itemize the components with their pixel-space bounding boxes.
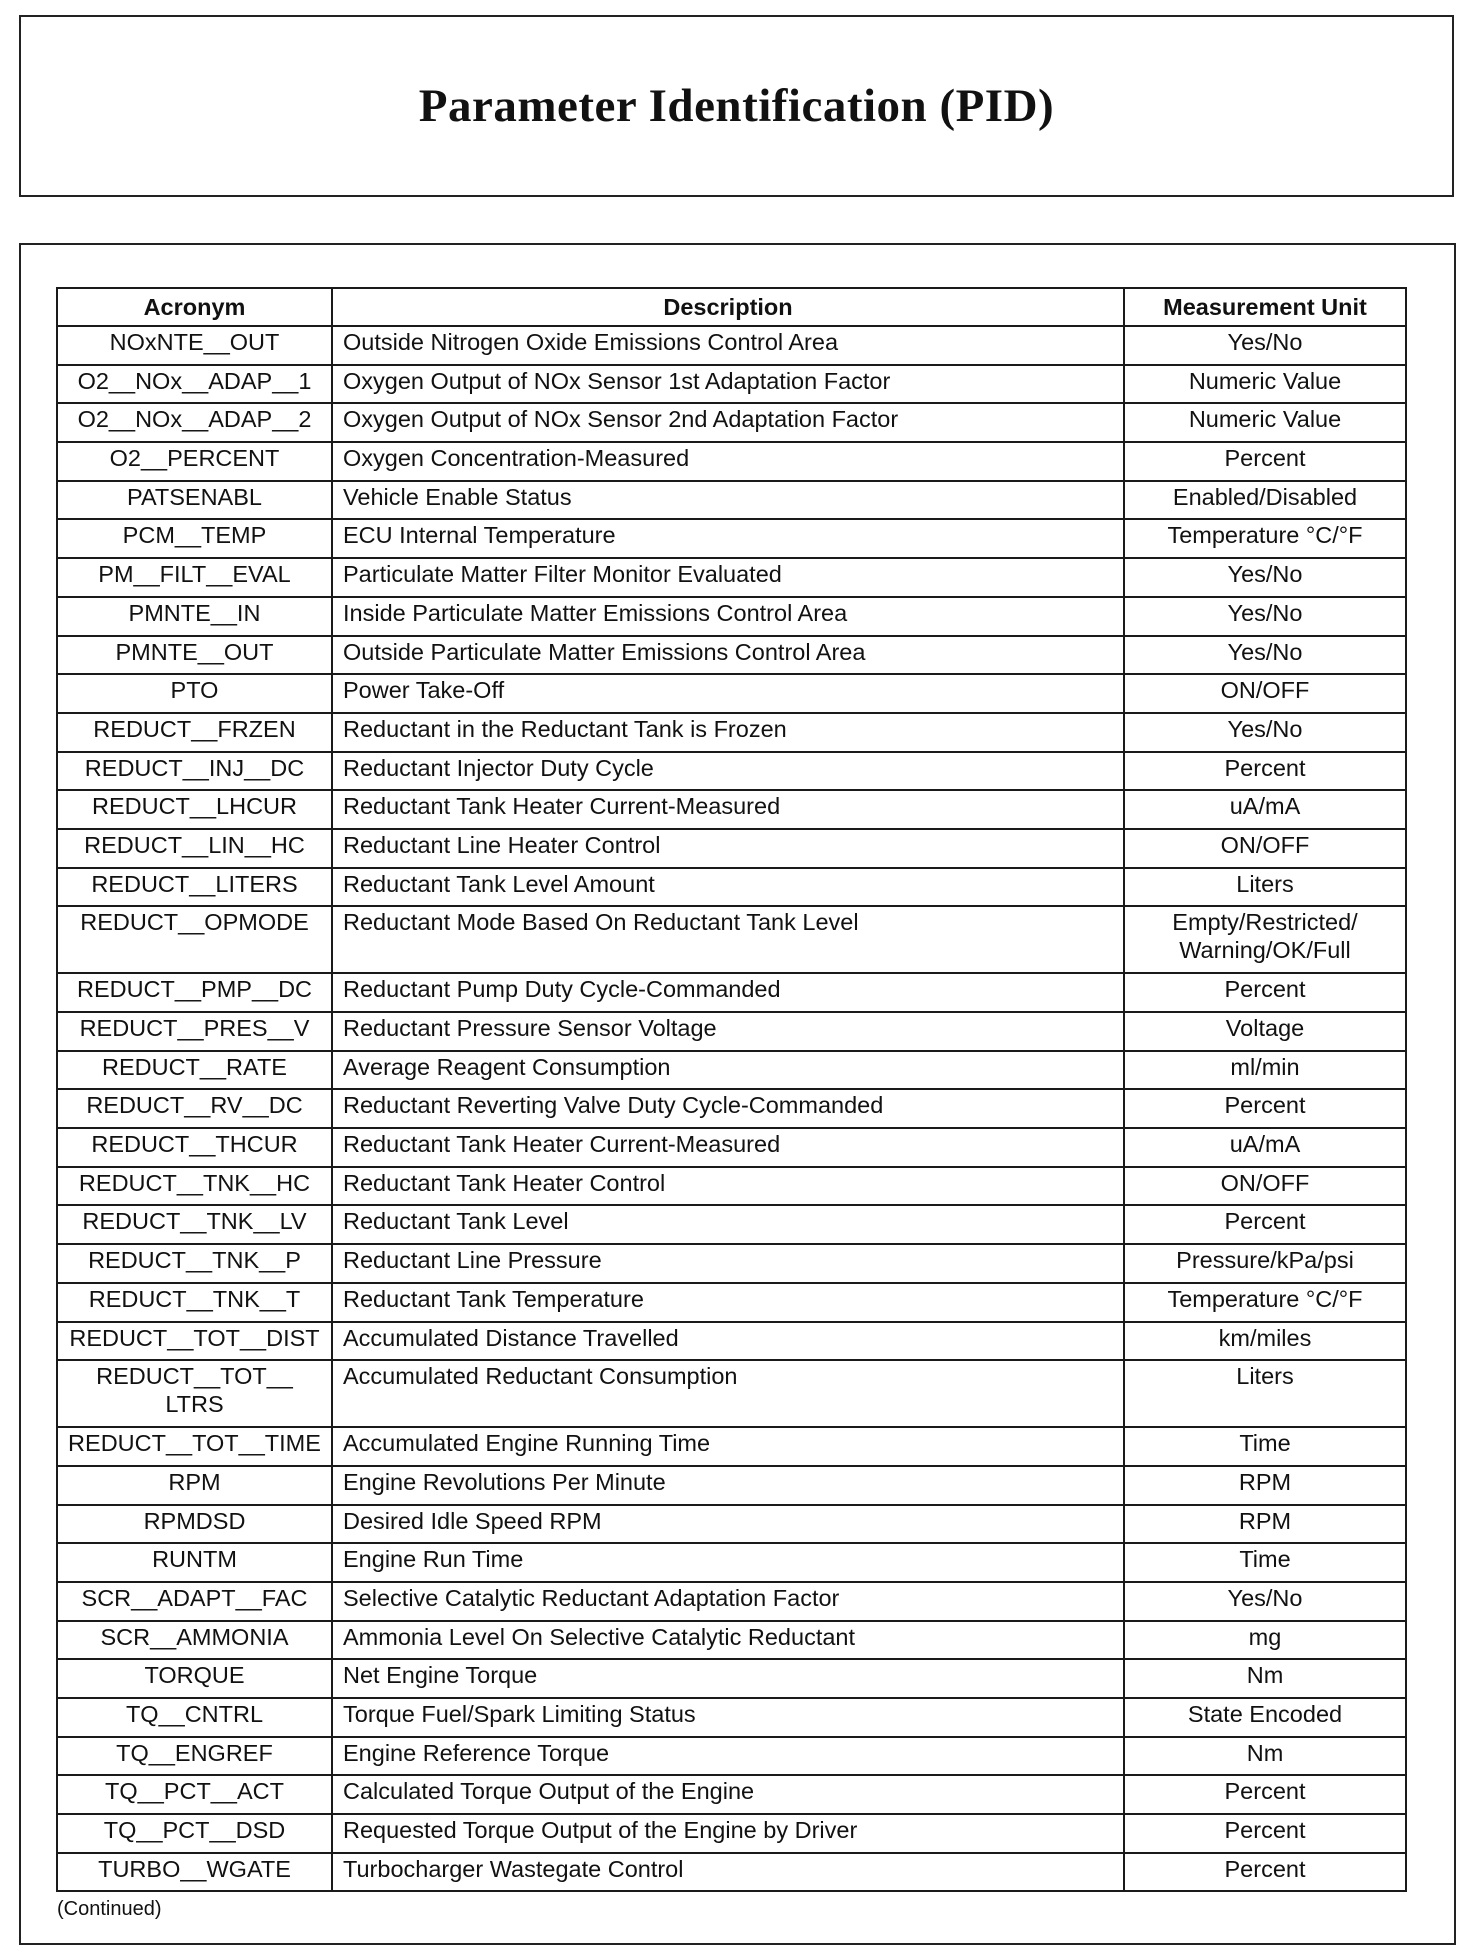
header-measurement-unit: Measurement Unit [1124,288,1406,326]
table-row [57,1621,1406,1660]
cell-measurement-unit: Percent [1124,752,1406,791]
cell-measurement-unit: Time [1124,1543,1406,1582]
cell-acronym: REDUCT__FRZEN [57,713,332,752]
header-description: Description [332,288,1124,326]
header-acronym: Acronym [57,288,332,326]
table-row [57,713,1406,752]
table-row [57,1427,1406,1466]
table-row [57,1698,1406,1737]
table-row [57,674,1406,713]
table-row [57,752,1406,791]
table-row [57,1205,1406,1244]
cell-measurement-unit: Enabled/Disabled [1124,481,1406,520]
cell-description: Engine Reference Torque [332,1737,1124,1776]
cell-acronym: TQ__PCT__DSD [57,1814,332,1853]
cell-description: Reductant Tank Heater Control [332,1167,1124,1206]
cell-measurement-unit: Percent [1124,1814,1406,1853]
cell-description: Calculated Torque Output of the Engine [332,1775,1124,1814]
table-row [57,636,1406,675]
cell-acronym: REDUCT__PRES__V [57,1012,332,1051]
table-row [57,326,1406,365]
cell-acronym: REDUCT__TNK__HC [57,1167,332,1206]
cell-description: Accumulated Distance Travelled [332,1322,1124,1361]
cell-acronym: PCM__TEMP [57,519,332,558]
table-row [57,365,1406,404]
cell-acronym: O2__NOx__ADAP__2 [57,403,332,442]
cell-measurement-unit: State Encoded [1124,1698,1406,1737]
cell-description: Accumulated Engine Running Time [332,1427,1124,1466]
continued-note: (Continued) [57,1898,162,1920]
cell-acronym: REDUCT__THCUR [57,1128,332,1167]
cell-measurement-unit: Temperature °C/°F [1124,519,1406,558]
cell-acronym: REDUCT__TOT__ LTRS [57,1360,332,1427]
cell-measurement-unit: Percent [1124,1089,1406,1128]
cell-description: Vehicle Enable Status [332,481,1124,520]
pid-table-frame [19,243,1456,1945]
cell-description: Outside Particulate Matter Emissions Control Area [332,636,1124,675]
cell-measurement-unit: ON/OFF [1124,674,1406,713]
cell-acronym: SCR__ADAPT__FAC [57,1582,332,1621]
cell-measurement-unit: ON/OFF [1124,1167,1406,1206]
cell-measurement-unit: Numeric Value [1124,365,1406,404]
cell-description: Reductant Mode Based On Reductant Tank Level [332,906,1124,973]
cell-acronym: PTO [57,674,332,713]
cell-description: Reductant Tank Heater Current-Measured [332,790,1124,829]
cell-acronym: REDUCT__LHCUR [57,790,332,829]
cell-measurement-unit: Percent [1124,1775,1406,1814]
cell-description: Inside Particulate Matter Emissions Control Area [332,597,1124,636]
cell-measurement-unit: Yes/No [1124,713,1406,752]
table-row [57,442,1406,481]
cell-acronym: REDUCT__OPMODE [57,906,332,973]
table-row [57,1089,1406,1128]
cell-acronym: O2__NOx__ADAP__1 [57,365,332,404]
cell-measurement-unit: Percent [1124,973,1406,1012]
cell-measurement-unit: Nm [1124,1737,1406,1776]
page-title: Parameter Identification (PID) [418,80,1055,132]
pid-table [56,287,1407,1892]
cell-description: Net Engine Torque [332,1659,1124,1698]
cell-description: Reductant Line Pressure [332,1244,1124,1283]
cell-measurement-unit: RPM [1124,1505,1406,1544]
table-row [57,481,1406,520]
table-row [57,1659,1406,1698]
table-row [57,1283,1406,1322]
cell-acronym: PMNTE__OUT [57,636,332,675]
table-row [57,1737,1406,1776]
cell-acronym: RPMDSD [57,1505,332,1544]
cell-acronym: TQ__PCT__ACT [57,1775,332,1814]
table-header-row [57,288,1406,326]
cell-description: Particulate Matter Filter Monitor Evaluated [332,558,1124,597]
cell-measurement-unit: uA/mA [1124,1128,1406,1167]
cell-acronym: REDUCT__TNK__LV [57,1205,332,1244]
cell-measurement-unit: Yes/No [1124,597,1406,636]
cell-description: Accumulated Reductant Consumption [332,1360,1124,1427]
cell-acronym: SCR__AMMONIA [57,1621,332,1660]
table-row [57,829,1406,868]
table-row [57,1244,1406,1283]
cell-acronym: REDUCT__LITERS [57,868,332,907]
cell-acronym: PATSENABL [57,481,332,520]
table-row [57,519,1406,558]
table-row [57,1051,1406,1090]
table-row [57,1814,1406,1853]
table-row [57,1167,1406,1206]
cell-measurement-unit: Percent [1124,1853,1406,1892]
table-row [57,1128,1406,1167]
cell-acronym: PM__FILT__EVAL [57,558,332,597]
cell-acronym: TQ__ENGREF [57,1737,332,1776]
cell-measurement-unit: RPM [1124,1466,1406,1505]
cell-acronym: NOxNTE__OUT [57,326,332,365]
table-row [57,1505,1406,1544]
table-row [57,1012,1406,1051]
table-row [57,973,1406,1012]
table-row [57,558,1406,597]
cell-description: Reductant Injector Duty Cycle [332,752,1124,791]
table-row [57,790,1406,829]
cell-acronym: REDUCT__LIN__HC [57,829,332,868]
cell-acronym: RPM [57,1466,332,1505]
cell-description: Turbocharger Wastegate Control [332,1853,1124,1892]
cell-description: Reductant Tank Level Amount [332,868,1124,907]
title-box [19,15,1454,197]
cell-description: Reductant Reverting Valve Duty Cycle-Commanded [332,1089,1124,1128]
cell-description: Reductant Line Heater Control [332,829,1124,868]
cell-measurement-unit: Voltage [1124,1012,1406,1051]
cell-acronym: TORQUE [57,1659,332,1698]
cell-measurement-unit: Empty/Restricted/ Warning/OK/Full [1124,906,1406,973]
cell-measurement-unit: uA/mA [1124,790,1406,829]
cell-acronym: REDUCT__TNK__P [57,1244,332,1283]
cell-description: Oxygen Concentration-Measured [332,442,1124,481]
cell-acronym: O2__PERCENT [57,442,332,481]
cell-description: Engine Revolutions Per Minute [332,1466,1124,1505]
table-row [57,1466,1406,1505]
cell-measurement-unit: Percent [1124,442,1406,481]
cell-description: Reductant Tank Level [332,1205,1124,1244]
table-row [57,1322,1406,1361]
table-row [57,868,1406,907]
cell-acronym: REDUCT__PMP__DC [57,973,332,1012]
cell-measurement-unit: Numeric Value [1124,403,1406,442]
cell-measurement-unit: Yes/No [1124,1582,1406,1621]
cell-measurement-unit: Temperature °C/°F [1124,1283,1406,1322]
cell-description: Oxygen Output of NOx Sensor 1st Adaptation Factor [332,365,1124,404]
cell-description: Reductant Tank Temperature [332,1283,1124,1322]
cell-measurement-unit: Percent [1124,1205,1406,1244]
cell-description: Reductant Pump Duty Cycle-Commanded [332,973,1124,1012]
cell-acronym: REDUCT__RV__DC [57,1089,332,1128]
cell-description: Reductant Tank Heater Current-Measured [332,1128,1124,1167]
cell-description: Selective Catalytic Reductant Adaptation Factor [332,1582,1124,1621]
table-row [57,906,1406,973]
cell-measurement-unit: Nm [1124,1659,1406,1698]
cell-description: Average Reagent Consumption [332,1051,1124,1090]
cell-measurement-unit: ml/min [1124,1051,1406,1090]
table-row [57,1775,1406,1814]
cell-description: Power Take-Off [332,674,1124,713]
table-row [57,1543,1406,1582]
cell-measurement-unit: Pressure/kPa/psi [1124,1244,1406,1283]
cell-measurement-unit: mg [1124,1621,1406,1660]
cell-acronym: TURBO__WGATE [57,1853,332,1892]
table-row [57,1360,1406,1427]
cell-description: Engine Run Time [332,1543,1124,1582]
table-row [57,597,1406,636]
cell-acronym: REDUCT__TNK__T [57,1283,332,1322]
table-row [57,403,1406,442]
table-body [57,326,1406,1891]
cell-measurement-unit: ON/OFF [1124,829,1406,868]
cell-measurement-unit: Yes/No [1124,326,1406,365]
cell-acronym: PMNTE__IN [57,597,332,636]
cell-acronym: REDUCT__TOT__DIST [57,1322,332,1361]
cell-measurement-unit: km/miles [1124,1322,1406,1361]
cell-description: Desired Idle Speed RPM [332,1505,1124,1544]
cell-measurement-unit: Liters [1124,1360,1406,1427]
cell-acronym: REDUCT__INJ__DC [57,752,332,791]
cell-description: Oxygen Output of NOx Sensor 2nd Adaptation Factor [332,403,1124,442]
table-row [57,1582,1406,1621]
cell-measurement-unit: Yes/No [1124,636,1406,675]
cell-acronym: REDUCT__RATE [57,1051,332,1090]
cell-description: Torque Fuel/Spark Limiting Status [332,1698,1124,1737]
cell-description: Outside Nitrogen Oxide Emissions Control Area [332,326,1124,365]
cell-acronym: RUNTM [57,1543,332,1582]
cell-acronym: TQ__CNTRL [57,1698,332,1737]
cell-description: Reductant in the Reductant Tank is Frozen [332,713,1124,752]
cell-description: Requested Torque Output of the Engine by Driver [332,1814,1124,1853]
table-row [57,1853,1406,1892]
cell-measurement-unit: Yes/No [1124,558,1406,597]
cell-description: ECU Internal Temperature [332,519,1124,558]
cell-measurement-unit: Time [1124,1427,1406,1466]
cell-description: Reductant Pressure Sensor Voltage [332,1012,1124,1051]
cell-description: Ammonia Level On Selective Catalytic Reductant [332,1621,1124,1660]
cell-measurement-unit: Liters [1124,868,1406,907]
cell-acronym: REDUCT__TOT__TIME [57,1427,332,1466]
